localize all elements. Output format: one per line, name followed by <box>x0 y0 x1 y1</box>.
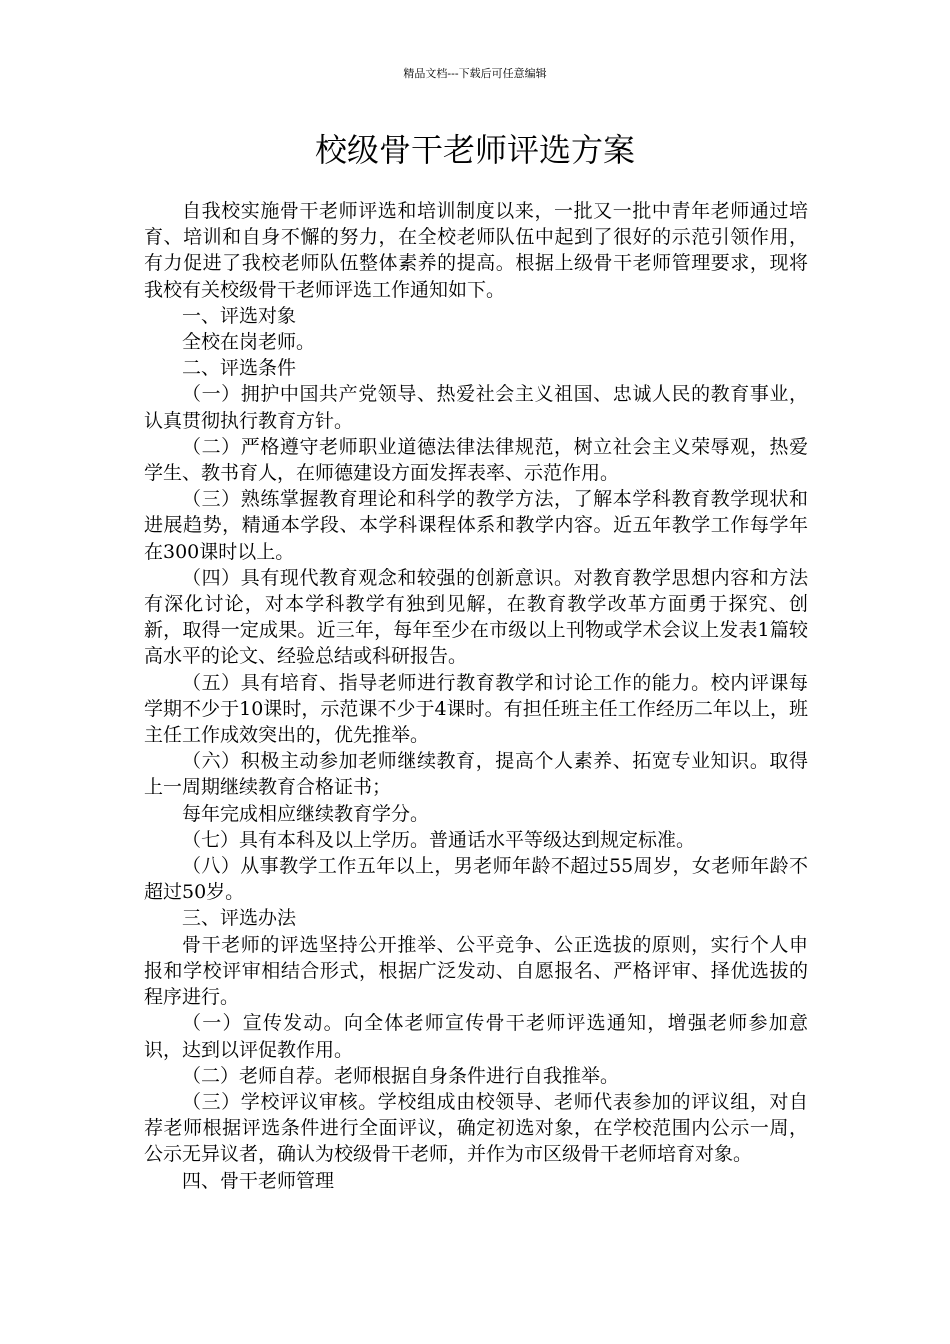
list-item: （二）严格遵守老师职业道德法律法律规范，树立社会主义荣辱观，热爱学生、教书育人，在师德建设方面发挥表率、示范作用。 <box>144 435 808 485</box>
section-heading: 一、评选对象 <box>182 304 297 327</box>
intro-paragraph: 自我校实施骨干老师评选和培训制度以来，一批又一批中青年老师通过培育、培训和自身不懈的努力，在全校老师队伍中起到了很好的示范引领作用，有力促进了我校老师队伍整体素养的提高。根据上级骨干老师管理要求，现将我校有关校级骨干老师评选工作通知如下。 <box>144 200 808 301</box>
section-heading: 二、评选条件 <box>182 357 297 380</box>
list-item: （三）学校评议审核。学校组成由校领导、老师代表参加的评议组，对自荐老师根据评选条件进行全面评议，确定初选对象，在学校范围内公示一周，公示无异议者，确认为校级骨干老师，并作为市区级骨干老师培育对象。 <box>144 1090 808 1166</box>
list-item: （二）老师自荐。老师根据自身条件进行自我推举。 <box>182 1064 620 1087</box>
document-title: 校级骨干老师评选方案 <box>314 131 635 169</box>
list-item: （六）积极主动参加老师继续教育，提高个人素养、拓宽专业知识。取得上一周期继续教育合格证书； <box>144 750 808 799</box>
list-item: （五）具有培育、指导老师进行教育教学和讨论工作的能力。校内评课每学期不少于10课时，示范课不少于4课时。有担任班主任工作经历二年以上，班主任工作成效突出的，优先推举。 <box>144 671 808 747</box>
list-item: （四）具有现代教育观念和较强的创新意识。对教育教学思想内容和方法有深化讨论，对本学科教学有独到见解，在教育教学改革方面勇于探究、创新，取得一定成果。近三年，每年至少在市级以上刊物或学术会议上发表1篇较高水平的论文、经验总结或科研报告。 <box>144 566 808 668</box>
list-item: （一）宣传发动。向全体老师宣传骨干老师评选通知，增强老师参加意识，达到以评促教作用。 <box>144 1012 808 1061</box>
list-item: （一）拥护中国共产党领导、热爱社会主义祖国、忠诚人民的教育事业，认真贯彻执行教育方针。 <box>144 383 808 432</box>
list-item: （三）熟练掌握教育理论和科学的教学方法，了解本学科教育教学现状和进展趋势，精通本学段、本学科课程体系和教学内容。近五年教学工作每学年在300课时以上。 <box>144 488 808 563</box>
paragraph: 骨干老师的评选坚持公开推举、公平竞争、公正选拔的原则，实行个人申报和学校评审相结合形式，根据广泛发动、自愿报名、严格评审、择优选拔的程序进行。 <box>144 933 808 1009</box>
list-item: （七）具有本科及以上学历。普通话水平等级达到规定标准。 <box>182 828 696 851</box>
section-heading: 三、评选办法 <box>182 907 297 930</box>
paragraph: 全校在岗老师。 <box>182 331 316 354</box>
section-heading: 四、骨干老师管理 <box>182 1169 335 1192</box>
header-note: 精品文档---下载后可任意编辑 <box>403 67 547 80</box>
document-body <box>144 198 808 1194</box>
list-item: （八）从事教学工作五年以上，男老师年龄不超过55周岁，女老师年龄不超过50岁。 <box>144 855 808 904</box>
paragraph: 每年完成相应继续教育学分。 <box>182 802 430 825</box>
